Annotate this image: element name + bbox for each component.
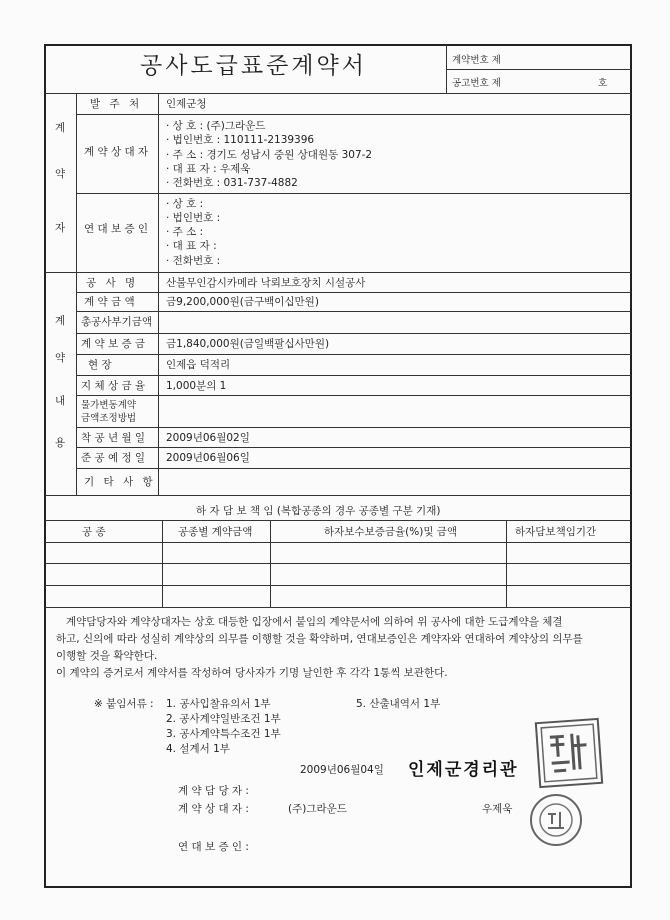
contractor-line: · 주 소 : 경기도 성남시 중원 상대원동 307-2 [166,149,373,161]
contractor-label: 계 약 상 대 자 [84,146,149,158]
contractor-sign-label: 계 약 상 대 자 : [178,803,249,815]
deposit-label: 계 약 보 증 금 [81,338,146,350]
price-adjust-label: 물가변동계약 [81,400,137,411]
divider [76,193,631,194]
project-name-label: 공 사 명 [86,277,139,289]
clause-paragraph-2: 이 계약의 증거로서 계약서를 작성하여 당사자가 기명 날인한 후 각각 1통씩 보관한다. [56,667,448,679]
contractor-line: · 전화번호 : 031-737-4882 [166,177,298,189]
client-label: 발 주 처 [90,98,143,110]
contract-amount-value: 금9,200,000원(금구백이십만원) [166,296,319,308]
attachment-item: 4. 설계서 1부 [166,743,230,755]
notice-number-label: 공고번호 제 [452,78,501,89]
divider [45,542,631,543]
total-amount-label: 총공사부기금액 [81,316,153,328]
contract-section-char: 용 [55,437,66,449]
divider [76,354,631,355]
divider [45,495,631,496]
warranty-col-header: 하자보수보증금율(%)및 금액 [324,526,458,538]
divider [45,563,631,564]
attachment-item: 1. 공사입찰유의서 1부 [166,698,271,710]
official-seal-stamp [535,718,603,788]
round-seal-icon [532,796,580,844]
officer-name-stamp: 인제군경리관 [408,760,519,780]
attachment-item: 3. 공사계약특수조건 1부 [166,728,281,740]
warranty-col-header: 공종별 계약금액 [178,526,253,538]
seal-pattern-icon [537,720,601,786]
other-terms-label: 기 타 사 항 [84,476,156,488]
clause-line: 하고, 신의에 따라 성실히 계약상의 의무를 이행할 것을 확약하며, 연대보증인은 계약자와 연대하여 계약상의 의무를 [56,633,583,645]
completion-date-label: 준 공 예 정 일 [81,452,146,464]
signature-date: 2009년06월04일 [300,764,384,776]
price-adjust-label-2: 금액조정방법 [81,413,137,424]
divider [76,427,631,428]
divider [76,375,631,376]
divider [45,93,631,94]
contract-section-char: 계 [55,315,66,327]
parties-section-char: 약 [55,168,66,180]
penalty-rate-value: 1,000분의 1 [166,380,227,392]
officer-label: 계 약 담 당 자 : [178,785,249,797]
project-name-value: 산불무인감시카메라 낙뢰보호장치 시설공사 [166,277,366,289]
contractor-rep-name: 우제욱 [482,803,513,815]
contract-amount-label: 계 약 금 액 [84,296,135,308]
penalty-rate-label: 지 체 상 금 율 [81,380,146,392]
divider [446,69,631,70]
divider [76,468,631,469]
document-title: 공사도급표준계약서 [140,53,367,79]
divider [45,607,631,608]
guarantor-sign-label: 연 대 보 증 인 : [178,841,249,853]
parties-section-char: 계 [55,122,66,134]
guarantor-label: 연 대 보 증 인 [84,223,149,235]
guarantor-line: · 대 표 자 : [166,240,217,252]
divider [76,292,631,293]
divider [76,395,631,396]
warranty-title: 하 자 담 보 책 임 (복합공종의 경우 공종별 구분 기재) [196,505,441,517]
divider [45,520,631,521]
notice-number-suffix: 호 [598,78,608,89]
warranty-col-header: 하자담보책임기간 [515,526,597,538]
contract-section-char: 약 [55,352,66,364]
attachment-item: 5. 산출내역서 1부 [356,698,441,710]
start-date-value: 2009년06월02일 [166,432,250,444]
divider [76,447,631,448]
divider [45,585,631,586]
guarantor-line: · 전화번호 : [166,255,221,267]
guarantor-line: · 상 호 : [166,198,204,210]
company-seal-stamp [530,794,582,846]
clause-line: 계약담당자와 계약상대자는 상호 대등한 입장에서 붙임의 계약문서에 의하여 위 공사에 대한 도급계약을 체결 [66,616,563,628]
divider [76,114,631,115]
site-label: 현 장 [88,359,112,371]
completion-date-value: 2009년06월06일 [166,452,250,464]
attachment-item: 2. 공사계약일반조건 1부 [166,713,281,725]
divider [76,93,77,495]
contract-section-char: 내 [55,395,66,407]
contractor-line: · 상 호 : (주)그라운드 [166,120,266,132]
divider [76,333,631,334]
contractor-line: · 법인번호 : 110111-2139396 [166,134,315,146]
site-value: 인제읍 덕적리 [166,359,231,371]
divider [158,93,159,495]
client-value: 인제군청 [166,98,207,110]
guarantor-line: · 법인번호 : [166,212,221,224]
contractor-line: · 대 표 자 : 우제욱 [166,163,251,175]
parties-section-char: 자 [55,222,66,234]
deposit-value: 금1,840,000원(금일백팔십사만원) [166,338,330,350]
warranty-col-header: 공 종 [82,526,106,538]
divider [45,272,631,273]
contractor-sign-value: (주)그라운드 [288,803,347,815]
start-date-label: 착 공 년 월 일 [81,432,146,444]
divider [76,311,631,312]
guarantor-line: · 주 소 : [166,226,204,238]
clause-line: 이행할 것을 확약한다. [56,650,158,662]
contract-number-label: 계약번호 제 [452,55,501,66]
attachments-label: ※ 붙임서류 : [94,698,154,710]
